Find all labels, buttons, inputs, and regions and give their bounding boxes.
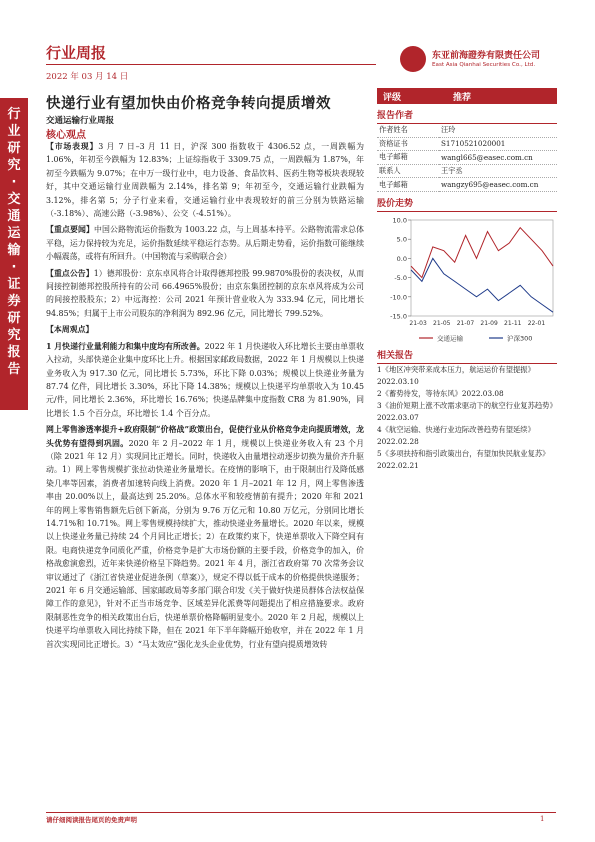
author-row	[377, 178, 557, 192]
related-report-item[interactable]: 3《油价短期上涨不改需求驱动下的航空行业复苏趋势》2022.03.07	[377, 400, 557, 422]
sidebar-text: 行业研究·交通运输·证券研究报告	[7, 107, 21, 377]
paragraph-lead: 【重点公告】	[46, 268, 94, 278]
footer-disclaimer: 请仔细阅读报告尾页的免责声明	[46, 816, 137, 824]
body-paragraph	[46, 223, 364, 263]
author-key: 作者姓名	[377, 124, 439, 137]
y-tick-label: -10.0	[390, 293, 407, 302]
footer-divider	[46, 812, 556, 813]
author-row	[377, 137, 557, 151]
trend-section-title: 股价走势	[377, 196, 557, 212]
core-view-label: 核心观点	[46, 130, 86, 141]
related-report-item[interactable]: 4《航空运输、快递行业边际改善趋势有望延续》2022.02.28	[377, 424, 535, 446]
y-tick-label: 0.0	[396, 254, 407, 263]
report-type: 行业周报	[46, 44, 107, 62]
body-paragraph	[46, 267, 364, 321]
paragraph-text: 3 月 7 日–3 月 11 日，沪深 300 指数收于 4306.52 点，一周跌幅为 1.06%，年初至今跌幅为 12.83%；上证综指收于 3309.75 点，一周跌幅为 1.87%，年初至今跌幅为 9.07%；在中万一级行业中，电力设备、食品饮料、医药生物等板块表现较好，其中交通运输行业周跌幅为 2.14%，排名第 9；年初至今，交通运输行业跌幅为 3.12%，排名第 5；分子行业来看，交通运输行业中表现较好的前三分别为铁路运输（-3.18%）、高速公路（-3.98%）、公交（-4.51%）。	[46, 142, 364, 219]
logo-mark-icon	[400, 46, 426, 72]
rating-bar	[377, 88, 557, 104]
related-report-item[interactable]: 2《蓄势待发，等待东风》2022.03.08	[377, 388, 504, 398]
paragraph-lead: 【重点要闻】	[46, 225, 95, 235]
price-trend-chart	[377, 212, 557, 342]
author-value: wangl665@easec.com.cn	[439, 151, 557, 165]
body-paragraph	[46, 340, 364, 420]
body-paragraph	[46, 323, 364, 336]
x-tick-label: 21-07	[456, 319, 475, 327]
logo-cn-text: 东亚前海證券有限责任公司	[432, 51, 541, 61]
author-value: 汪玲	[439, 124, 557, 137]
x-tick-label: 21-11	[504, 319, 522, 327]
legend-label: 交通运输	[437, 334, 463, 342]
page-subtitle: 交通运输行业周报	[46, 116, 115, 126]
y-tick-label: 10.0	[392, 216, 407, 225]
header-divider	[46, 64, 376, 65]
x-tick-label: 21-03	[409, 319, 427, 327]
author-section-title: 报告作者	[377, 108, 557, 124]
paragraph-text: 2020 年 2 月–2022 年 1 月，规模以上快递业务收入有 23 个月（除 2021 年 12 月）实现同比正增长。同时，快递收入由量增拉动逐步切换为量价齐升驱动。1）网上零售规模扩张拉动快递业务量增长。在疫情的影响下，由于限制出行及降低感染几率等因素，消费者加速转向线上消费。2020 年 1 月–2021 年 12 月，网上零售渗透率由 20.00%以上，最高达到 25.20%。总体水平和较疫情前有提升；2020 年和 2021 年的网上零售销售额先后创下新高，分别为 9.76 万亿元和 10.80 万亿元，分别同比增长 14.71%和 10.71%。网上零售规模持续扩大，推动快递业务量增长。2020 年以来，规模以上快递业务量已持续 24 个月同比正增长；2）在政策约束下，快递单票收入下降空间有限。电商快递竞争同质化严重，价格竞争是扩大市场份额的主要手段，价格竞争的加入，价格战愈演愈烈，近年来快递价格呈下降趋势。2021 年 4 月，浙江省政府第 70 次常务会议审议通过了《浙江省快递业促进条例（草案）》，规定不得以低于成本的价格提供快递服务；2021 年 6 月交通运输部、国家邮政局等多部门联合印发《关于做好快递员群体合法权益保障工作的意见》，针对不正当市场竞争、区域差异化派费等问题提出了相应措施要求。政府限制恶性竞争的相关政策出台后，快递单票价格降幅明显变小。2020 年 2 月起，规模以上快递平均单票收入同比持续下降，但在 2021 年下半年降幅开始收窄，并在 2022 年 1 月首次实现同比正增长。3）“马太效应”强化龙头企业优势，行业有望向提质增效转	[46, 438, 364, 649]
author-value: 王宇丞	[439, 164, 557, 178]
page-title: 快递行业有望加快由价格竞争转向提质增效	[46, 95, 331, 112]
y-tick-label: 5.0	[396, 235, 407, 244]
x-tick-label: 21-09	[480, 319, 498, 327]
right-panel	[377, 88, 557, 472]
paragraph-lead: 【市场表现】	[46, 142, 99, 151]
author-value: wangzy695@easec.com.cn	[439, 178, 557, 192]
author-row	[377, 151, 557, 165]
related-report-item[interactable]: 1《地区冲突带来成本压力，航运运价有望提振》2022.03.10	[377, 364, 535, 386]
body-text	[46, 140, 364, 654]
x-tick-label: 21-05	[433, 319, 451, 327]
legend-label: 沪深300	[507, 334, 533, 342]
related-section-title: 相关报告	[377, 348, 557, 364]
related-report-item[interactable]: 5《多项扶持和指引政策出台，有望加快民航业复苏》2022.02.21	[377, 448, 550, 470]
paragraph-lead: 网上零售渗透率提升+政府限制“价格战”政策出台，促使行业从价格竞争走向提质增效，龙头优势有望得到巩固。	[46, 425, 364, 448]
author-row	[377, 164, 557, 178]
paragraph-lead: 【本周观点】	[46, 325, 94, 335]
paragraph-text: 2022 年 1 月快递收入环比增长主要由单票收入拉动，头部快递企业集中度环比上升。根据国家邮政局数据，2022 年 1 月规模以上快递业务收入为 917.30 亿元，同比增长 5.73%，环比下降 0.03%；规模以上快递业务量为 87.74 亿件，同比增长 3.30%，环比下降 14.38%；规模以上快递平均单票收入为 10.45 元/件，同比增长 2.36%，环比增长 16.76%；快递品牌集中度指数 CR8 为 81.90%，同比增长 1.5 个百分点，环比增长 1.4 个百分点。	[46, 341, 364, 418]
report-date: 2022 年 03 月 14 日	[46, 72, 129, 82]
page-number: 1	[540, 815, 545, 823]
paragraph-text: 中国公路物流运价指数为 1003.22 点，与上周基本持平。公路物流需求总体平稳，运力保持较为充足，运价指数延续平稳运行态势。从后期走势看，运价指数可能继续小幅震荡，或将有所回升。（中国物流与采购联合会）	[46, 225, 364, 262]
related-reports	[377, 364, 557, 472]
author-value: S1710521020001	[439, 137, 557, 151]
author-key: 电子邮箱	[377, 151, 439, 165]
rating-label: 评级	[383, 92, 402, 103]
series-line	[411, 258, 553, 312]
author-key: 资格证书	[377, 137, 439, 151]
plot-frame	[411, 220, 553, 316]
paragraph-lead: 1 月快递行业量利能力和集中度均有所改善。	[46, 341, 205, 351]
author-table	[377, 124, 557, 192]
y-tick-label: -5.0	[394, 274, 407, 283]
author-key: 电子邮箱	[377, 178, 439, 192]
logo-en-text: East Asia Qianhai Securities Co., Ltd.	[432, 62, 536, 68]
company-logo	[400, 44, 570, 76]
x-tick-label: 22-01	[527, 319, 546, 327]
paragraph-text: 1）德邦股份：京东卓风将合计取得德邦控股 99.9870%股份的表决权，从而间接控制德邦控股所持有的公司 66.4965%股份；由京东集团控制的京东卓风将成为公司的间接控股股东；2）中远海控：公司 2021 年预计营业收入为 333.94 亿元，同比增长 94.85%；归属于上市公司股东的净利润为 892.96 亿元，同比增长 799.52%。	[46, 268, 364, 318]
author-key: 联系人	[377, 164, 439, 178]
y-tick-label: -15.0	[390, 312, 407, 321]
series-line	[411, 228, 553, 278]
rating-value: 推荐	[453, 92, 472, 103]
author-row	[377, 124, 557, 137]
body-paragraph	[46, 423, 364, 651]
chart-svg	[377, 212, 557, 342]
sidebar-band	[0, 98, 28, 410]
body-paragraph	[46, 140, 364, 220]
